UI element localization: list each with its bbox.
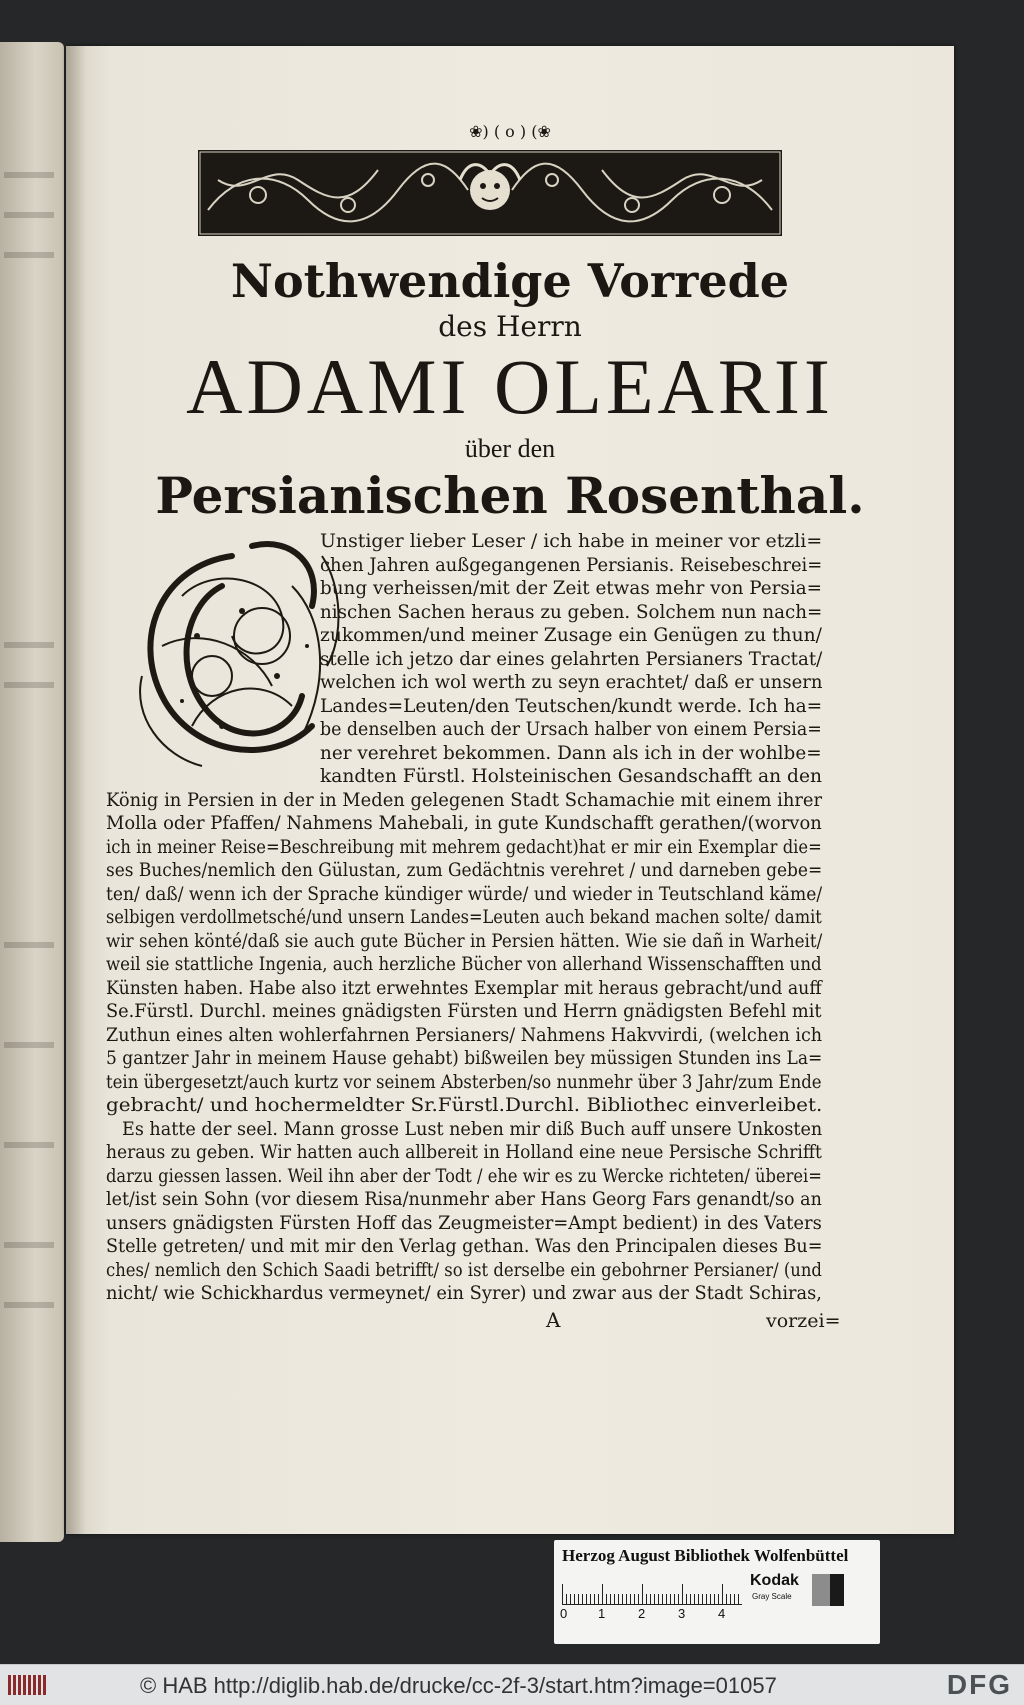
text-line: Se.Fürstl. Durchl. meines gnädigsten Fürsten und Herrn gnädigsten Befehl mit bbox=[106, 1000, 822, 1022]
text-line: Zuthun eines alten wohlerfahrnen Persianers/ Nahmens Hakvvirdi, (welchen ich bbox=[106, 1023, 823, 1046]
text-line: Stelle getreten/ und mit mir den Verlag gethan. Was den Principalen dieses Bu= bbox=[106, 1235, 823, 1257]
text-line: wir sehen könté/daß sie auch gute Bücher in Persien hätten. Wie sie dañ in Warheit/ bbox=[106, 929, 823, 952]
text-line: zukommen/und meiner Zusage ein Genügen zu thun/ bbox=[320, 624, 822, 646]
kodak-brand: Kodak bbox=[750, 1572, 799, 1589]
ruler-number: 3 bbox=[678, 1606, 686, 1621]
signature-mark: A bbox=[546, 1308, 561, 1332]
library-name: Herzog August Bibliothek Wolfenbüttel bbox=[562, 1546, 849, 1565]
text-line: kandten Fürstl. Holsteinischen Gesandschafft an den bbox=[320, 765, 822, 787]
text-line: ten/ daß/ wenn ich der Sprache kündiger würde/ und wieder in Teutschland käme/ bbox=[106, 882, 823, 905]
catchword: vorzei= bbox=[766, 1310, 841, 1332]
text-line: ches/ nemlich den Schich Saadi betrifft/ so ist derselbe ein gebohrner Persianer/ (und bbox=[106, 1258, 822, 1281]
text-line: be denselben auch der Ursach halber von einem Persia= bbox=[320, 718, 822, 740]
title-line-3: ADAMI OLEARII bbox=[186, 343, 834, 430]
footer-bar bbox=[0, 1664, 1024, 1705]
text-line: ner verehret bekommen. Dann als ich in der wohlbe= bbox=[320, 741, 822, 764]
title-line-5: Persianischen Rosenthal. bbox=[155, 466, 865, 525]
title-line-4: über den bbox=[464, 434, 556, 463]
page-header-ornament-text: ❀) ( o ) (❀ bbox=[469, 122, 551, 141]
text-line: König in Persien in der in Meden gelegenen Stadt Schamachie mit einem ihrer bbox=[106, 788, 823, 811]
text-line: Es hatte der seel. Mann grosse Lust neben mir diß Buch auff unsere Unkosten bbox=[122, 1117, 823, 1140]
gray-scale-label: Gray Scale bbox=[752, 1592, 792, 1601]
text-line: Unstiger lieber Leser / ich habe in meiner vor etzli= bbox=[320, 530, 823, 552]
decorated-initial bbox=[122, 526, 352, 786]
text-line: weil sie stattliche Ingenia, auch herzliche Bücher von allerhand Wissenschafften und bbox=[106, 953, 822, 975]
text-line: let/ist sein Sohn (vor diesem Risa/nunmehr aber Hans Georg Fars genandt/so an bbox=[106, 1188, 822, 1210]
text-line: Molla oder Pfaffen/ Nahmens Mahebali, in gute Kundschafft gerathen/(worvon bbox=[106, 812, 822, 834]
color-scale-card bbox=[554, 1540, 880, 1644]
text-line: nicht/ wie Schickhardus vermeynet/ ein Syrer) und zwar aus der Stadt Schiras, bbox=[106, 1282, 822, 1304]
gray-patch bbox=[812, 1574, 830, 1606]
text-line: nischen Sachen heraus zu geben. Solchem nun nach= bbox=[320, 600, 823, 623]
text-line: ses Buches/nemlich den Gülustan, zum Gedächtnis verehret / und darneben gebe= bbox=[106, 859, 823, 881]
text-line: Künsten haben. Habe also itzt erwehntes Exemplar mit heraus gebracht/und auff bbox=[106, 976, 822, 999]
text-line: stelle ich jetzo dar eines gelahrten Persianers Tractat/ bbox=[320, 647, 823, 670]
ruler-number: 0 bbox=[560, 1606, 568, 1621]
facing-page-edge bbox=[0, 42, 64, 1542]
text-line: selbigen verdollmetsché/und unsern Landes=Leuten auch bekand machen solte/ damit bbox=[106, 906, 822, 928]
text-line: chen Jahren außgegangenen Persianis. Reisebeschrei= bbox=[320, 553, 823, 576]
text-line: heraus zu geben. Wir hatten auch allbereit in Holland eine neue Persische Schrifft bbox=[106, 1141, 822, 1163]
title-line-1: Nothwendige Vorrede bbox=[230, 254, 790, 308]
source-url-link[interactable]: © HAB http://diglib.hab.de/drucke/cc-2f-3/start.htm?image=01057 bbox=[140, 1673, 777, 1698]
text-line: 5 gantzer Jahr in meinem Hause gehabt) bißweilen bey müssigen Stunden ins La= bbox=[106, 1047, 823, 1069]
text-line: darzu giessen lassen. Weil ihn aber der Todt / ehe wir es zu Wercke richteten/ überei= bbox=[106, 1164, 822, 1187]
ruler-number: 2 bbox=[638, 1606, 646, 1621]
black-patch bbox=[830, 1574, 844, 1606]
dfg-logo: DFG bbox=[946, 1669, 1012, 1700]
measurement-ruler bbox=[562, 1578, 742, 1605]
text-line: welchen ich wol werth zu seyn erachtet/ daß er unsern bbox=[320, 671, 823, 693]
text-line: Landes=Leuten/den Teutschen/kundt werde. Ich ha= bbox=[320, 694, 823, 717]
book-page bbox=[66, 46, 954, 1534]
woodcut-headpiece-ornament bbox=[198, 150, 782, 236]
text-line: bung verheissen/mit der Zeit etwas mehr von Persia= bbox=[320, 577, 822, 599]
ruler-number: 1 bbox=[598, 1606, 606, 1621]
hab-logo-icon bbox=[8, 1673, 48, 1697]
ruler-number: 4 bbox=[718, 1606, 726, 1621]
text-line: tein übergesetzt/auch kurtz vor seinem Absterben/so nunmehr über 3 Jahr/zum Ende bbox=[106, 1070, 822, 1093]
text-line: unsers gnädigsten Fürsten Hoff das Zeugmeister=Ampt bedient) in des Vaters bbox=[106, 1211, 822, 1234]
text-line: ich in meiner Reise=Beschreibung mit mehrem gedacht)hat er mir ein Exemplar die= bbox=[106, 835, 822, 858]
title-line-2: des Herrn bbox=[438, 310, 582, 343]
text-line: gebracht/ und hochermeldter Sr.Fürstl.Durchl. Bibliothec einverleibet. bbox=[106, 1094, 823, 1116]
